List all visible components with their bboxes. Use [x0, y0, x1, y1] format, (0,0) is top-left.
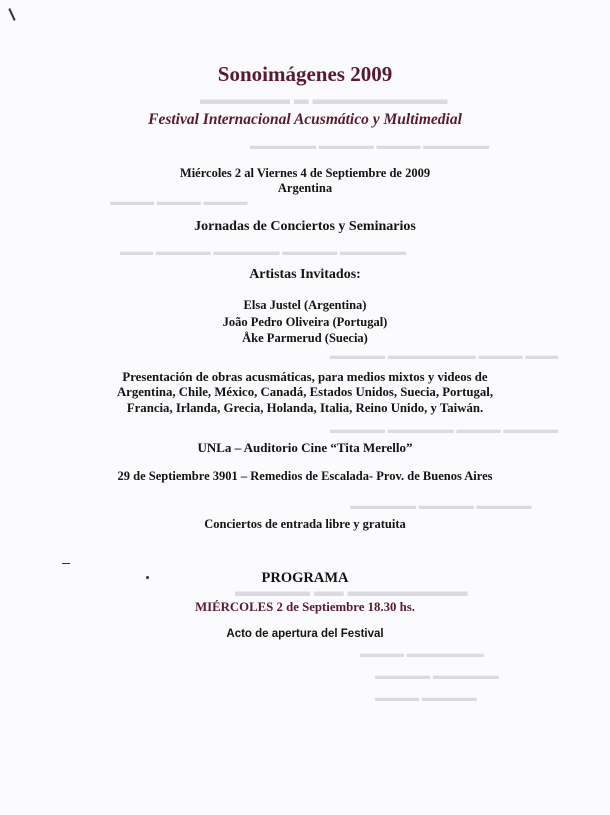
- bleed-through-text: ▬▬▬▬▬▬ ▬▬▬▬▬ ▬▬▬▬▬: [350, 500, 532, 512]
- festival-subtitle: Festival Internacional Acusmático y Multimedial: [148, 111, 462, 128]
- bleed-through-text: ▬▬▬▬▬ ▬▬ ▬▬▬▬▬▬▬▬: [235, 584, 468, 600]
- artists-heading: Artistas Invitados:: [249, 267, 361, 282]
- bleed-through-text: ▬▬▬▬▬▬ ▬▬▬▬▬ ▬▬▬▬ ▬▬▬▬▬▬: [250, 140, 490, 152]
- bleed-through-text: ▬▬▬▬ ▬▬▬▬ ▬▬▬▬: [110, 196, 248, 208]
- jornadas-heading: Jornadas de Conciertos y Seminarios: [194, 219, 416, 234]
- presentation-line: Argentina, Chile, México, Canadá, Estados Unidos, Suecia, Portugal,: [116, 385, 494, 399]
- presentation-line: Presentación de obras acusmáticas, para medios mixtos y videos de: [122, 370, 488, 384]
- bleed-through-text: ▬▬▬▬▬▬ ▬ ▬▬▬▬▬▬▬▬▬: [200, 92, 448, 108]
- scan-mark: [8, 8, 15, 21]
- venue-address: 29 de Septiembre 3901 – Remedios de Escalada- Prov. de Buenos Aires: [117, 469, 493, 483]
- bleed-through-text: ▬▬▬▬ ▬▬▬▬▬: [375, 692, 477, 704]
- artist-item: João Pedro Oliveira (Portugal): [222, 315, 388, 329]
- festival-title: Sonoimágenes 2009: [217, 62, 393, 86]
- scan-mark: [62, 563, 70, 564]
- bleed-through-text: ▬▬▬▬▬ ▬▬▬▬▬▬ ▬▬▬▬ ▬▬▬▬▬: [330, 424, 559, 436]
- bleed-through-text: ▬▬▬▬▬ ▬▬▬▬▬▬▬▬ ▬▬▬▬ ▬▬▬: [330, 350, 559, 362]
- presentation-line: Francia, Irlanda, Grecia, Holanda, Italia, Reino Unido, y Taiwán.: [126, 401, 484, 415]
- programa-heading: PROGRAMA: [261, 570, 349, 586]
- festival-country: Argentina: [277, 181, 333, 195]
- bleed-through-text: ▬▬▬ ▬▬▬▬▬ ▬▬▬▬▬▬ ▬▬▬▬▬ ▬▬▬▬▬▬: [120, 246, 406, 258]
- bleed-through-text: ▬▬▬▬▬ ▬▬▬▬▬▬: [375, 670, 499, 682]
- first-session: MIÉRCOLES 2 de Septiembre 18.30 hs.: [195, 600, 415, 614]
- artist-item: Elsa Justel (Argentina): [243, 298, 367, 312]
- venue: UNLa – Auditorio Cine “Tita Merello”: [197, 440, 413, 455]
- opening-act: Acto de apertura del Festival: [226, 628, 384, 640]
- free-entry-note: Conciertos de entrada libre y gratuita: [204, 517, 406, 531]
- festival-dates: Miércoles 2 al Viernes 4 de Septiembre de 2009: [179, 166, 431, 180]
- bleed-through-text: ▬▬▬▬ ▬▬▬▬▬▬▬: [360, 648, 484, 660]
- artist-item: Åke Parmerud (Suecia): [242, 331, 368, 345]
